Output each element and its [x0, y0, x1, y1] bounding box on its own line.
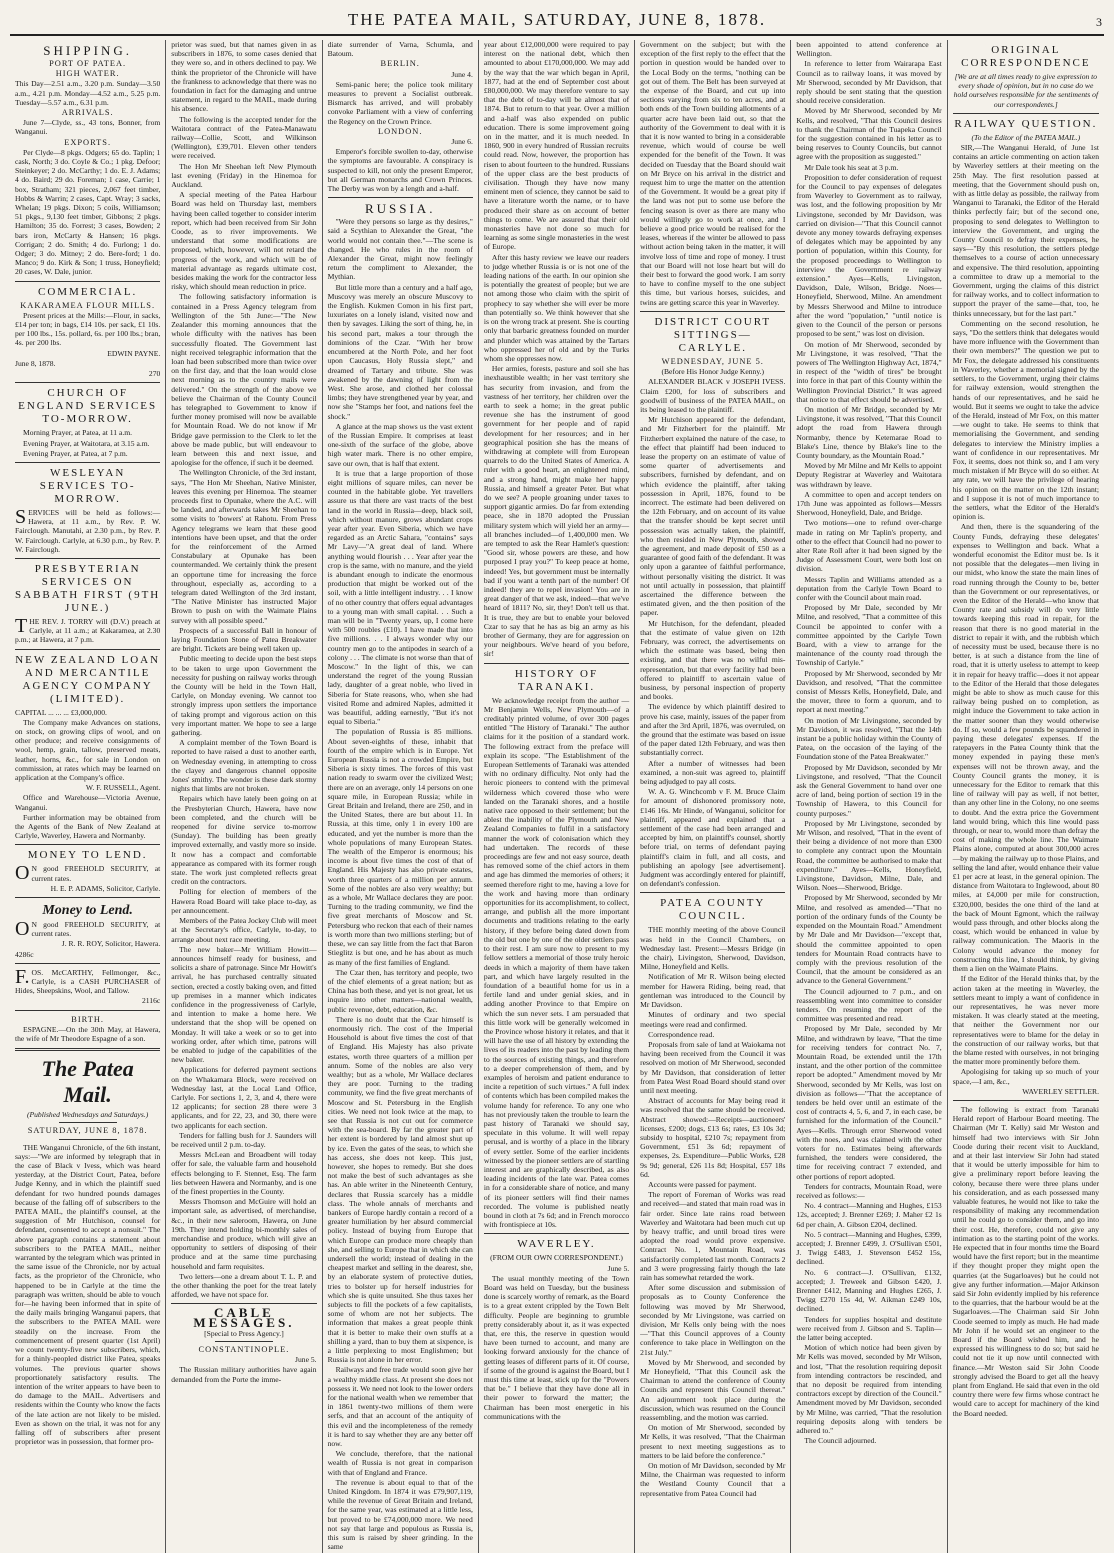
divider	[15, 844, 160, 845]
divider	[15, 558, 160, 559]
divider	[15, 1048, 160, 1051]
article-paragraph: prietor was sued, but that names given in as subscribers in 1876, to some cases denied that they were so, and in others declined to pay. We think the proprietor of the Chronicle will have the frankness to acknowledge that there was no foundation in fact for the damaging and untrue statement, in regard to the MAIL, made during his absence.	[171, 40, 317, 114]
flour-date: June 8, 1878.	[15, 358, 56, 368]
article-paragraph: A special meeting of the Patea Harbour Board was held on Thursday last, members having been called together to consider interim report, which had been received from Sir John Coode, as to river improvements. We understand that some modifications are proposed, which, however, will not retard the progress of the work, and which will be of material advantage as regards ultimate cost, besides making the work for the contractor less risky, which should mean reduction in price.	[171, 190, 317, 292]
article-paragraph: We conclude, therefore, that the national wealth of Russia is not great in comparison with that of England and France.	[327, 1449, 473, 1477]
article-paragraph: But little more than a century and a half ago, Muscovy was merely an obscure Muscovy to the English. Kukmen Comon in his first part, luxuriates on a lonely island, visited now and then by savages. Liking the sort of thing, he, in his second part, makes a tour through the dominions of the Czar. "With her brow encumbered at the North Pole, and her foot upon Caucasus, Holy Russia slept," and dreamed of Tartary and tribute. She was awakened by the dawning of light from the West. She arose, and clothed her colossal limbs; they have strengthened year by year, and now she "Stamps her foot, and nations feel the shock."	[327, 282, 473, 421]
money-signoff: H. E. P. ADAMS, Solicitor, Carlyle.	[50, 883, 161, 893]
article-paragraph: The Wellington Chronicle, of the 3rd instant, says, "The Hon Mr Sheehan, Native Minister, leaves this evening per Hinemoa. The steamer proceeds first to Opunake, where the A.C. will be landed, and afterwards takes Mr Sheehan to some visits to 'bowers' at Rahotu. From Press Agency telegrams we learn that these good intentions have been upset, and that the order for the reinforcement of the Armed Constabulary at Opunake has been countermanded. We certainly think the present an opportune time for increasing the force throughout, especially as, according to a telegram dated Wellington of the 3rd instant, "The Native Minister has instructed Major Brown to push on with the Waimate Plains survey with all possible speed."	[171, 468, 317, 625]
constantinople-heading: CONSTANTINOPLE.	[198, 1345, 290, 1355]
column-2	[166, 40, 322, 1553]
berlin-text: Semi-panic here; the police took military measures to prevent a Socialist outbreak. Bismarck has arrived, and will probably convoke Parliament with a view of conferring the Regency on the Crown Prince.	[327, 79, 473, 126]
london-text: Emperor's forcible swollen to-day, otherwise the symptoms are favourable. A conspiracy is suspected to kill, not only the present Emperor, but all German monarchs and Crown Princes. The Derby was won by a length and a-half.	[327, 147, 473, 194]
letter-paragraph: Commenting on the second resolution, he says, "Do the settlers think that delegates would have more influence with the Government than their own members?" The question we put to Mr Fox, the delegate addressed his constituents in Waverley, whether a memorial signed by the settlers, to the Government, urging their claims for railway extension, would strengthen the hands of our representatives, and he said he would. But it seems we ought to take the advice of the Herald, instead of Mr Fox, on this matter—we ought to take. He seems to think that memorialising the Government, and sending delegates to interview the Ministry implies a want of confidence in our representatives. Mr Fox, it seems, does not think so, and I am very much mistaken if Mr Bryce will do so either. At any rate, we will have the privilege of hearing his opinion on the matter on the 12th instant; and I suppose it is not of much importance to the settlers, what the Editor of the Herald's opinion is.	[952, 318, 1099, 522]
article-paragraph: The population of Russia is 85 millions. About seven-eighths of these, inhabit that fourth of the empire which is in Europe. Yet European Russia is not a crowded Empire, but Siberia is sixty times. The forces of this vast nation ready to swarm over the civilized West; there are on an average, only 14 persons on one square mile, in European Russia; while in Great Britain and Ireland, there are 250, and in the United States, there are but about 11. In Russia, at this time, only 1 in every 100 are educated, and yet the number is more than the whole populations of many European States. The wealth of the Emperor is enormous; his income is about five times the cost of that of England. His Majesty has also private estates, worth three quarters of a million per annum. Some of the nobles are also very wealthy; but as a whole, Mr Wallace declares they are poor. Turning to the trading community, we find the five great merchants of Moscow and St. Petersburg who reckon that each of their names is worth more than two millions sterling; but of these, we can say little from the fact that Baron Stieglitz is but one, and he has about as much as many of the first families of England.	[327, 727, 473, 967]
waverley-subheading: (FROM OUR OWN CORRESPONDENT.)	[490, 1253, 623, 1263]
high-water-text: This Day—2.51 a.m., 3.20 p.m. Sunday—3.50 a.m., 4.21 p.m. Monday—4.52 a.m., 5.25 p.m. Tuesday—5.57 a.m., 6.31 p.m.	[15, 79, 161, 107]
divider	[953, 113, 1099, 114]
article-paragraph: Messrs Thomson and McGuire will hold an important sale, as advertised, of merchandise, &c., in their new saleroom, Hawera, on June 19th. They intend holding bi-monthly sales of merchandise and produce, which will give an opportunity to settlers of disposing of their produce and at the same time purchasing household and farm requisites.	[171, 1197, 317, 1271]
article-paragraph: Moved by Mr Sherwood, seconded by Mr Kells, and resolved, "That this Council desires to thank the Chairman of the Tuapeka Council for the suggestion contained in his letter as to being reserves to County Councils, but cannot agree with the proposition as suggested."	[796, 106, 942, 162]
birth-heading: BIRTH.	[71, 1014, 104, 1024]
article-paragraph: No. 5 contract—Manning and Hughes, £399, accepted; J. Brenner £499, J. O'Sullivan £501, J. Twigg £483, J. Stevenson £452 15s, declined.	[796, 1229, 942, 1267]
column-5	[635, 40, 791, 1553]
arrivals-text: June 7—Clyde, ss., 43 tons, Bonner, from Wanganui.	[15, 118, 161, 137]
commercial-heading: COMMERCIAL.	[37, 285, 138, 298]
article-paragraph: "Were they persons so large as thy desires," said a Scythian to Alexander the Great, "the world would not contain thee."—The scene is changed. He who rules in the room of Alexander the Great, might now feelingly return the compliment to Alexander, the Mythian.	[327, 217, 473, 282]
wesleyan-heading: WESLEYAN SERVICES TO-MORROW.	[39, 466, 136, 505]
exports-text: Per Clyde—8 pkgs. Odgers; 65 do. Taplin; 1 cask, North; 3 do. Coyle & Co.; 1 pkg. Defoor; Steinkeyer; 2 do. McCarthy; 1 do. E. J. Adams; 4 do. Baird; 29 do. Foreman; 1 case, Carrie; 1 box, Stratham; 321 pieces, 2,067 feet timber, Hobbs & Warrin; 2 cases, Capt. Wray; 3 sacks, Whelan; 19 pkgs. Dixon; 5 coils, Williamson; 51 pkgs., 9,130 feet timber, Gibbons; 2 pkgs. Hamilton; 35 do. Forrest; 3 cases, Bowden; 2 bars iron, McCarty & Hansen; 16 pkgs. Corrigan; 2 do. Smith; 4 do. Furlong; 1 do. Odger; 3 do. Mitney; 2 do. Bere-ford; 1 do. Manco; 9 do. Kirk & Son; 1 truss, Honeyfield; 20 cases, W. Dale, junior.	[15, 147, 161, 277]
railway-question-heading: RAILWAY QUESTION.	[954, 117, 1098, 130]
nz-loan-text: The Company make Advances on stations, on stock, on growing clips of wool, and on other produce; and receive consignments of wool, hemp, grain, tallow, preserved meats, leather, horns, &c., for sale in London on commission, at rates which may be learned on application at the Company's office.	[15, 717, 161, 782]
article-paragraph: The report of Foreman of Works was read and received—and stated that main road was in fair order. Since late rains road between Waverley and Waitotara had been much cut up by heavy traffic, and until broad tires were adopted the road would prove expensive. Contract No. 1, Mountain Road, was satisfactorily completed last month. Contracts 2 and 3 were progressing fairly though the late rain has somewhat retarded the work.	[640, 1190, 786, 1282]
article-paragraph: After this hasty review we leave our readers to judge whether Russia is or is not one of the leading nations of the earth. In our opinion she is potentially the greatest of people; but we are not among those who claim with the spirit of prophecy to say whether she will ever be more than potentially so. We think however that she is on the wrong track at present. She is courting only that barbaric greatness founded on murder and plunder which was attained by the Tartars who oppressed her of old and by the Turks whom she oppresses now.	[483, 252, 630, 363]
letter-paragraph: And then, there is the squandering of the County Funds, defraying these delegates' expenses to Wellington and back. What a wonderful economist the Editor must be. Is it not possible that the delegates—men living in our midst, who know the state the main lines of road running through the County to be, better than the Government or our representatives, or even the Editor of the Herald—who know that County rate and subsidy will do very little towards keeping this road in repair, for the reason that there is no good material in the district to repair it with, and the rubbish which of necessity must be used, because there is no better, is at such a distance from the line of road, that it is utterly useless to attempt to keep it in repair for heavy traffic—does it not appear to the Editor of the Herald that those delegates might be able to show as much cause for this railway being pushed on to completion, as might induce the Government to take action in the matter sooner than they would otherwise do. If so, would a few pounds be squandered in paying these delegates' expenses. If the ratepayers in the Patea County think that the money expended in paying these men's expenses will not be thrown away, and the County Council grants the money, it is unnecessary for the Editor to remark that this line of railway will pay as well, if not better, than any other line in the Colony, no one seems to doubt. And the extra price the Government land would bring, which this line would pass through, or near to, would more than defray the cost of making the whole line. The Waimate Plains alone, computed at about 300,000 acres—by making the railway up to those Plains, and selling the land after, would enhance their value £1 per acre at least, in the general opinion. The distance from Waitotara to Inglewood, about 80 miles, at £4,000 per mile for construction, £320,000, besides the one third of the land at the back of Mount Egmont, which the railway would pass through, and other blocks along the coast, which would be enhanced in value by railway communication. The Maoris in the Colony would advance the money for constructing this line, I should think, by giving them a lien on the Waimate Plains.	[952, 522, 1099, 974]
letter-signoff: WAVERLEY SETTLER.	[1022, 1086, 1099, 1096]
article-paragraph: After some discussion and submission of proposals as to County Conference the following was moved by Mr Sherwood, seconded by Mr Livingstone, was carried on division, Mr Kells only being with the noes—"That this Council approves of a County conference to take place in Wellington on the 21st July."	[640, 1283, 786, 1357]
presbyterian-heading: PRESBYTERIAN SERVICES ON SABBATH FIRST (9TH JUNE.)	[15, 562, 161, 614]
russia-heading: RUSSIA.	[364, 201, 436, 217]
divider	[15, 649, 160, 650]
money-text: ON good FREEHOLD SECURITY, at current rates.	[15, 862, 161, 885]
article-paragraph: The following satisfactory information is contained in a Press Agency telegram from Wellington of the 5th June:—"The New Zealander this morning announces that the whole difficulty with the natives has been successfully floated. The Government last night received telegraphic information that the loan had been subscribed more than twice over on the first day, and that the loan would close next morning as to the country mails were delivered." On the strength of the above we believe the Chairman of the County Council has telegraphed to Government to know if further money promised will now be available for Mountain Road. We do not know if Mr Bridge gave permission to the Clerk to let the above be made public, but will endeavour to learn between this and next issue, and apologise for the offence, if such it be deemed.	[171, 292, 317, 468]
money-2-ref: 4286c	[15, 949, 34, 959]
nz-loan-signoff: W. F. RUSSELL, Agent.	[85, 783, 161, 793]
money-2-text: ON good FREEHOLD SECURITY, at current rates.	[15, 917, 161, 940]
paper-subtitle: (Published Wednesdays and Saturdays.)	[26, 1110, 149, 1120]
divider	[15, 963, 160, 964]
article-paragraph: The Council adjourned to 7 p.m., and on reassembling went into committee to consider tenders. On resuming the report of the committee was presented and read.	[796, 986, 942, 1024]
divider	[15, 897, 160, 898]
church-text: Morning Prayer, at Patea, at 11 a.m.	[23, 428, 133, 438]
article-paragraph: The Czar then, has territory and people, two of the chief elements of a great nation; but as China has both these, and yet is not great, let us inquire into other matters—national wealth, public revenue, debt, education, &c.	[327, 967, 473, 1014]
cable-messages-heading: CABLE MESSAGES.	[193, 1305, 295, 1330]
article-paragraph: A complaint member of the Town Board is reported to have raised a dust to another earth, on Wednesday evening, in attempting to cross the clayey and dangerous channel opposite Jones' smithy. The wonder is these dark stormy nights that limbs are not broken.	[171, 738, 317, 794]
article-paragraph: Two letters—one a dream about T. L. P. and the other thanking the poet for the treat lately afforded, we have not space for.	[171, 1271, 317, 1300]
divider	[484, 663, 629, 664]
berlin-heading: BERLIN.	[380, 59, 420, 69]
article-paragraph: The evidence by which plaintiff desired to prove his case, mainly, issues of the paper from and after the 3rd April, 1876, was overruled, on the ground that the estimate was based on issue of the paper dated 12th February, and was then substantially correct.	[640, 702, 786, 758]
money-2-heading: Money to Lend.	[42, 902, 133, 918]
article-paragraph: Tenders for supplies hospital and destitute were received from J. Gibson and S. Taplin—the latter being accepted.	[796, 1314, 942, 1343]
article-paragraph: Proposed by Mr Dale, seconded by Mr Milne, and resolved, "That a committee of this Council be appointed to confer with a committee appointed by the Carlyle Town Board, with a view to arrange for the maintenance of the county road through the Township of Carlyle."	[796, 603, 942, 668]
presbyterian-text: THE REV. J. TORRY will (D.V.) preach at Carlyle, at 11 a.m.; at Kakaramea, at 2.30 p.m.; at Hawera, at 7 p.m.	[15, 614, 161, 645]
constantinople-text: The Russian military authorities have again demanded from the Porte the imme-	[171, 1365, 317, 1384]
article-paragraph: Applications for deferred payment sections on the Whakamara Block, were received on Wednesday last, at the Local Land Office, Carlyle. For sections 1, 2, 3, and 4, there were 12 applicants; for section 28 there were 3 applicants, and for 22, 23, and 30, there were two applicants for each section.	[171, 1065, 317, 1130]
column-1	[10, 40, 166, 1553]
article-paragraph: Tenders for falling bush for J. Saunders will be received until 2 p.m. to-day.	[171, 1130, 317, 1149]
county-council-heading: PATEA COUNTY COUNCIL.	[660, 897, 766, 923]
article-paragraph: After a number of witnesses had been examined, a non-suit was agreed to, plaintiff being adjudged to pay all costs.	[640, 758, 786, 787]
article-paragraph: A committee to open and accept tenders on 17th June was appointed as follows—Messrs Sherwood, Honeyfield, Dale, and Bridge.	[796, 489, 942, 518]
article-paragraph: Proposed by Mr Sherwood, seconded by Mr Milne, and resolved as amended—"That no portion of the ordinary funds of the County be expended on the Mountain Road." Amendment by Mr Dale and Mr Davidson—"except that, should the committee appointed to open tenders for Mountain Road contracts have to comply with the previous resolution of the Council, that the amount be considered as an advance to the General Government."	[796, 893, 942, 986]
divider	[640, 311, 785, 312]
article-paragraph: A glance at the map shows us the vast extent of the Russian Empire. It comprises at least one-sixth of the surface of the globe, above high water mark. There is no other empire, save our own, that is half that extent.	[327, 421, 473, 468]
article-paragraph: been appointed to attend conference at Wellington.	[796, 40, 942, 59]
leader-article: THE Wanganui Chronicle, of the 6th instant, says:—"We are informed by telegraph that in the case of Black v Ivess, which was heard yesterday, at the District Court, Patea, before Judge Kenny, and in which the plaintiff sued defendant for two hundred pounds damages because of the falling off of subscribers to the PATEA MAIL, the plaintiff's counsel, at the suggestion of Mr Hutchison, counsel for defendant, consented to accept a nonsuit." The above paragraph contains a statement about subscribers to the PATEA MAIL, neither warranted by the telegram which was printed in the same issue of the Chronicle, nor by actual facts, as the proprietor of the Chronicle, who happened to be in Carlyle at the time the paragraph was written, should be able to vouch for—he having been informed that in spite of the daily mails bringing Wanganui papers, that the subscribers to the PATEA MAIL were steadily on the increase. From the commencement of present quarter (1st April) we count twenty-five new subscribers, which, for a thinly-peopled district like Patea, speaks volumes. The previous quarter shows proportionately satisfactory results. The intention of the writer appears to have been to do damage to the MAIL. Advertisers and residents within the County who know the facts of the late action are not likely to be misled. Even as shown on the trial, it was not for any falling off of subscribers after present proprietor was in possession, that former pro-	[15, 1142, 161, 1447]
nz-loan-heading: NEW ZEALAND LOAN AND MERCANTILE AGENCY COMPANY (LIMITED).	[15, 653, 161, 705]
article-paragraph: Government on the subject; but with the exception of the first reply to the effect that the portion in question would be handed over to the Local Body on the terms, "nothing can be got out of them. The Belt has been surveyed at the expense of the Board, and cut up into sections varying from six to ten acres, and at both ends of the Town building allotments of a quarter acre have been laid out, so that the authority of the Government to deal with it is that it is now wanted to bring in a considerable revenue, which would of course be well expended for the benefit of the Town. It was decided on Tuesday that the Board should wait on Mr Bryce on his arrival in the district and request him to urge the matter on the attention of the Government. It would be a great pity if the land was not put to some use before the fencing season is over as there are many who would willingly go to work at once, and I believe a good price would be realised for the leases, whereas if the winter be allowed to pass without action being taken in the matter, it will involve loss of time and rope of money. I trust that our Board will not lose heart but will do their best to forward the good work. I am sorry to have to confine myself to the one subject this time, but various horses, suicides, and twins are getting scarce this year in Waverley.	[640, 40, 786, 307]
taranaki-heading: HISTORY OF TARANAKI.	[514, 667, 599, 693]
church-text: Evening Prayer, at Waitotara, at 3.15 a.m.	[23, 438, 150, 448]
article-paragraph: Minutes of ordinary and two special meetings were read and confirmed.	[640, 1010, 786, 1029]
article-paragraph: W. A. G. Winchcomb v F. M. Bruce Claim for amount of dishonored promissory note, £146 16s. Mr Hinde, of Wanganui, solicitor for plaintiff, appeared and explained that a settlement of the case had been arranged and accepted by him, on plaintiff's counsel, shortly before trial, on terms of defendant paying plaintiff's claim in full, and all costs, and publishing an apology [see advertisement]. Judgment was accordingly entered for plaintiff, on defendant's confession.	[640, 787, 786, 889]
railway-question-subheading: (To the Editor of the PATEA MAIL.)	[971, 132, 1081, 142]
constantinople-date: June 5.	[295, 1355, 317, 1365]
waverley-heading: WAVERLEY.	[517, 1238, 596, 1251]
article-paragraph: The new baker—Mr William Howitt—announces himself ready for business, and solicits a share of patronage. Since Mr Howitt's arrival, he has purchased centrally situated section, erected a costly baking oven, and fitted up premises in a manner which indicates confidence in the progressiveness of Carlyle, and intention to make a home here. We understand that the shop will be opened on Monday. It will take a week or so to get into working order, after which time, patrons will be enabled to judge of the capabilities of the new baker.	[171, 944, 317, 1065]
church-heading: CHURCH OF ENGLAND SERVICES TO-MORROW.	[18, 387, 158, 426]
article-paragraph: It is true that a large proportion of those eight millions of square miles, can never be counted in the habitable globe. Yet travellers assure us that there are vast tracts of the best land in the world in Russia—deep, black soil, which without manure, grows abundant crops year after year. Even Siberia, which we have regarded as an Arctic Sahara, "contains" says Mr Lavy—"A great deal of land. Where anything would flourish . . . Year after year the crop is the same, with no manure, and the yield is abundant enough to indicate the enormous production that might be worked out of the soil, with a little intelligent industry. . . I know of no other country that offers equal advantages to a young man with small capital. . . Such a man will be in "Twenty years, up, I come here with 500 roubles (£10). I have made that into five millions. . . I always wonder why our country men go to the antipodes in search of a colony . . . The climate is not worse than that of Moscow." In the light of this, we can understand the regret of the young Russian lady, daughter of a great noble, who lived in Siberia for State reasons, who, when she had visited Rome and admired Naples, admitted it was beautiful, adding earnestly, "But it's not equal to Siberia."	[327, 468, 473, 727]
article-paragraph: Moved by Mr Milne and Mr Kells to appoint Deputy Registrar at Waverley and Waitotara was withdrawn by leave.	[796, 461, 942, 489]
divider	[59, 1139, 117, 1140]
article-paragraph: Abstract of accounts for May being read it was resolved that the same should be received. Abstract showed:—Receipts—auctioneers' licenses, £200; dogs, £13 6s; rates, £3 10s 3d; subsidy to hospital, £210 7s; repayment from Government, £51 3s 6d; repayment of expenses, 2s. Expenditure—Public Works, £28 9s 9d; general, £26 11s 8d; Hospital, £57 18s 6d.	[640, 1096, 786, 1179]
column-3	[323, 40, 479, 1553]
article-paragraph: Proposals from sale of land at Waiokama not having been received from the Council it was resolved on motion of Mr Sherwood, seconded by Mr Davidson, that consideration of letter from Patea West Road Board should stand over until next meeting.	[640, 1039, 786, 1095]
london-date: June 6.	[451, 137, 473, 147]
article-paragraph: Railways and free trade would soon give her a wealthy middle class. At present she does not possess it. We need not look to the lower orders for the national wealth when we remember that in 1861 twenty-two millions of them were serfs, and that an account of the antiquity of this evil and the incompleteness of the remedy it is hard to say whether they are any better off now.	[327, 1365, 473, 1449]
article-paragraph: No. 4 contract—Manning and Hughes, £153 12s, accepted; J. Brenner £269; J. Maher £2 1s 6d per chain, A. Gibson £204, declined.	[796, 1201, 942, 1229]
article-paragraph: The following is extract from Taranaki Herald report of Harbour Board meeting. The Chairman (Mr T. Kelly) said Mr Weston and himself had two interviews with Sir John Coode during their recent visit to Auckland, and at their last interview Sir John had stated that it would be utterly impossible for him to give a preliminary report before leaving the colony, because there were three plans under his consideration, and as each possessed many valuable features, he would not like to take the responsibility of making any recommendation until he could go to consider them, and go into their cost. He, therefore, could not give any intimation as to the starting point of the works. He expected that in four months time the Board would have the first report; but in the meantime if they thought proper they might open the quarries (at the Sugarloaves) but he could not give any further information.—Major Atkinson said Sir John evidently implied by his reference to the quarries, that the harbour would be at the Sugarloaves.—The Chairman said Sir John Coode seemed to imply as much. He had made Mr John if he would set an engineer to the Board if the Board wished him, and he expressed his willingness to do so; but said he could not tie it up now until connected with finance.—Mr Weston said Sir John Coode strongly advised the Board to get all the heavy plant from England. He said that even in the old country there were few firms whose contract he would care to accept for machinery of the kind the Board needed.	[952, 1104, 1099, 1418]
page-number: 3	[1096, 15, 1102, 29]
article-paragraph: On motion of Mr Sherwood, seconded by Mr Kells, it was resolved, "That the Chairman present to next meeting suggestions as to matters to be laid before the conference."	[640, 1423, 786, 1460]
high-water-heading: HIGH WATER.	[55, 69, 120, 79]
article-paragraph: The Council adjourned.	[804, 1436, 877, 1446]
district-court-heading: DISTRICT COURT SITTINGS— CARLYLE.	[654, 315, 772, 354]
divider	[15, 382, 160, 383]
flour-signoff: EDWIN PAYNE.	[107, 348, 161, 358]
arrivals-heading: ARRIVALS.	[61, 108, 114, 118]
article-paragraph: Proposed by Mr Sherwood, seconded by Mr Davidson, and resolved, "That the committee consist of Messrs Kells, Honeyfield, Dale, and the mover, three to form a quorum, and to report at next meeting."	[796, 668, 942, 715]
correspondence-note: [We are at all times ready to give expression to every shade of opinion, but in no case do we hold ourselves responsible for the sentiments of our correspondents.]	[953, 72, 1099, 109]
article-paragraph: Proposed by Mr Livingstone, seconded by Mr Wilson, and resolved, "That in the event of their being a dividence of not more than £300 to complete any contract upon the Mountain Road, the committee be authorised to make that expenditure." Ayes—Kells, Honeyfield, Livingstone, Davidson, Milne, Dale, and Wilson. Noes—Sherwood, Bridge.	[796, 818, 942, 893]
article-paragraph: Mr Dale took his seat at 3 p.m.	[804, 162, 899, 172]
article-paragraph: The usual monthly meeting of the Town Board was held on Tuesday, but the business done is scarcely worthy of remark, as the Board is to a great extent crippled by the Town Belt difficulty. People are beginning to grumble pretty considerably about it, as it was expected that, ere this, the reserve in question would have been turned to account, and many are looking forward anxiously for the chance of getting leases of different parts of it. Of course, if some of the ground is against the Board, but I must this time at least, stick up for the "Powers that be." I believe that they have done all in their power to forward the matter; the Chairman has been most energetic in his communications with the	[483, 1273, 630, 1421]
district-court-date: WEDNESDAY, JUNE 5.	[661, 356, 764, 366]
waverley-date: June 5.	[607, 1263, 630, 1273]
birth-text: ESPAGNE.—On the 30th May, at Hawera, the wife of Mr Theodore Espagne of a son.	[15, 1024, 161, 1044]
divider	[215, 1341, 273, 1342]
divider	[15, 1010, 160, 1011]
mccarthy-text: F.OS. McCARTHY, Fellmonger, &c., Carlyle, is a CASH PURCHASER of Hides, Sheepskins, Wool, and Tallow.	[15, 965, 161, 996]
divider	[640, 892, 785, 893]
article-paragraph: year about £12,000,000 were required to pay interest on the national debt, which then amounted to about £170,000,000. We may add by the way that the war which began in April, 1877, had at the end of September cost about £80,000,000. We may therefore venture to say that the debt of to-day will be almost that of 1874. But to return to that year. Over a million and a-half was also expended on public education. There is some improvement going on in the matter, and it is much needed. In 1860, 900 in every hundred of Russian recruits could read. Now, however, the proportion has risen to about fourteen to the hundred. Russians of the upper class are the best products of civilisation. Though they have now many eminent men of science, they cannot be said to have a literature worth the name, or to have produced their share as on account of better things to come. We are assured that their old monasteries have not done so much for learning as some single monasteries in the west of Europe.	[483, 40, 630, 252]
article-paragraph: Correspondence read.	[648, 1029, 715, 1039]
paper-date: SATURDAY, JUNE 8, 1878.	[27, 1126, 148, 1136]
paper-name: The Patea Mail.	[41, 1056, 134, 1108]
divider	[171, 1303, 316, 1304]
divider	[59, 1122, 117, 1123]
wesleyan-text: SERVICES will be held as follows:— Hawera, at 11 a.m., by Rev. P. W. Fairclough. Manutahi, at 2.30 p.m., by Rev. P. W. Fairclough. Carlyle, at 6.30 p.m., by Rev. P. W. Fairclough.	[15, 505, 161, 554]
divider	[15, 281, 160, 282]
letter-paragraph: If the Editor of the Herald thinks that, by the action taken at the meeting in Waverley, the settlers meant to imply a want of confidence in our representatives, he was never more mistaken. It was clearly stated at the meeting, that neither the Government nor our representatives were to blame for the delay in the construction of our railway works, but that the blame rested with ourselves, in not bringing the matter more prominently before them.	[952, 974, 1099, 1067]
nz-loan-capital: CAPITAL ... ... ... £3,000,000.	[15, 707, 107, 717]
masthead	[10, 0, 1104, 36]
district-court-judge: (Before His Honor Judge Kenny.)	[661, 367, 765, 377]
article-paragraph: Mr Hutchison, for the defendant, pleaded that the estimate of value given on 12th February, was correct, the advertisements on which the estimate was based, being then existing, and that there was no wilful mis-representation, but that every facility had been offered to plaintiff to ascertain value of business, by personal inspection of property and books.	[640, 618, 786, 702]
article-paragraph: Repairs which have lately been going on at the Presbyterian Church, Hawera, have now been completed, and the church will be reopened for divine service to-morrow (Sunday). The building has been greatly improved externally, and vastly more so inside. It now has a compact and comfortable appearance as compared with its former rough state. The work just completed reflects great credit on the contractors.	[171, 794, 317, 887]
newspaper-masthead-title: THE PATEA MAIL, SATURDAY, JUNE 8, 1878.	[347, 10, 767, 29]
column-4	[479, 40, 635, 1553]
article-paragraph: ALEXANDER BLACK v JOSEPH IVESS. Claim £200, for loss of subscribers and goodwill of business of the PATEA MAIL, on its being leased to the plaintiff.	[640, 377, 786, 414]
article-paragraph: Members of the Patea Jockey Club will meet at the Secretary's office, Carlyle, to-day, to arrange about next race meeting.	[171, 916, 317, 944]
article-paragraph: On motion of Mr Livingstone, seconded by Mr Davidson, it was resolved, "That the 14th instant be a public holiday within the County of Patea, on the occasion of the laying of the Foundation stone of the Patea Breakwater."	[796, 715, 942, 762]
nz-loan-office: Office and Warehouse—Victoria Avenue, Wanganui.	[15, 793, 161, 812]
divider	[15, 462, 160, 463]
flour-ref: 270	[148, 369, 161, 379]
article-paragraph: Her armies, forests, pasture and soil she has inexhaustible wealth; in her vast territory she has security from invasion, and from the vastness of her territory, her children over the earth to seek a home; in the great public revenue she has the instrument of good government for her people and of rapid development for her resources; and in her geographical position she has the means of withdrawing at complete will from European quarrels to do the United States of America. A ruler with a good heart, an enlightened mind, and a strong hand, might make her happy Russia, and himself a greater Peter. But what do we see? A people groaning under taxes to support gigantic armies. Do far from extending peace, she in 1870 adopted the Prussian military system which will yield her an army—all branches included—of 1,400,000 men. We are tempted to ask the Rear Hamlet's question: "Good sir, whose powers are these, and how purposed I pray you?" To keep peace at home, indeed! Yes, but government must be internally bad if you want a tenth part of the number! Of indeed! they are to repel invasion! You are in great danger of that we ask, indeed—that we've heard of 1811? No, sir, they! Don't tell us that. It is true, they are but to enable your beloved Czar to say that he has as big an army as his brother of Germany, they are for aggression on your neighbours. We've heard of you before, sir!	[483, 364, 630, 659]
flour-text: Present prices at the Mills:—Flour, in sacks, £14 per ton; in bags, £14 10s. per sack, £1 10s. per 100 lbs., 15s. pollard, 6s. per 100 lbs.; bran, 4s. per 200 lbs.	[15, 310, 161, 348]
article-paragraph: Prospects of a successful Ball in honour of laying Foundation Stone of Patea Breakwater are bright. Tickets are being well taken up.	[171, 625, 317, 654]
article-paragraph: Accounts were passed for payment.	[648, 1179, 757, 1189]
article-paragraph: On motion of Mr Davidson, seconded by Mr Milne, the Chairman was requested to inform the Westland County Council that a representative from Patea Council had	[640, 1461, 786, 1498]
london-heading: LONDON.	[377, 126, 423, 136]
church-text: Evening Prayer, at Patea, at 7 p.m.	[23, 448, 128, 458]
article-paragraph: diate surrender of Varna, Schumla, and Batoum.	[327, 40, 473, 59]
divider	[328, 197, 473, 198]
article-paragraph: No. 6 contract—J. O'Sullivan, £132, accepted; J. Treweek and Gibson £420, J. Brenner £412, Manning and Hughes £265, J. Twigg £270 15s 4d, W. Aikman £249 10s, declined.	[796, 1267, 942, 1314]
article-paragraph: Polling for election of members of the Hawera Road Board will take place to-day, as per announcement.	[171, 887, 317, 915]
flour-heading: KAKARAMEA FLOUR MILLS.	[20, 300, 156, 310]
exports-heading: EXPORTS.	[64, 137, 112, 147]
article-paragraph: Messrs Taplin and Williams attended as a deputation from the Carlyle Town Board to confer with the Council about main road.	[796, 574, 942, 602]
berlin-date: June 4.	[451, 69, 473, 79]
letter-paragraph: Apologising for taking up so much of your space,—I am, &c.,	[952, 1067, 1099, 1086]
article-paragraph: THE monthly meeting of the above Council was held in the Council Chambers, on Wednesday last. Present:—Messrs Bridge (in the chair), Livingston, Sherwood, Davidson, Milne, Honeyfield and Kells.	[640, 925, 786, 972]
article-paragraph: Moved by Mr Sherwood, and seconded by Mr Honeyfield, "That this Council ask the Chairman to attend the conference of County Councils and represent this Council thereat." An adjournment took place during the discussion, which was resumed on the Council reassembling, and the motion was carried.	[640, 1357, 786, 1423]
article-paragraph: Proposed by Mr Dale, seconded by Mr Milne, and withdrawn by leave, "That the time for receiving tenders for contract No. 7, Mountain Road, be extended until the 17th instant, and the other portion of the committee report be adopted." Amendment moved by Mr Sherwood, seconded by Mr Kells, was lost on division as follows—"That the acceptance of tenders be held over until an estimate of the cost of contracts 4, 5, 6, and 7, in each case, be furnished for the information of the Council." Ayes—Kells. Through error Sherwood voted with the noes, and was claimed with the other voters for no. Estimates being afterwards furnished, the tenders were considered, the time for receiving contract 7 extended, and other portions of report adopted.	[796, 1024, 942, 1181]
article-paragraph: On motion of Mr Sherwood, seconded by Mr Livingstone, it was resolved, "That the powers of The Wellington Highway Act, 1874," in respect of the "width of tires" be brought into force in that part of this County within the Wellington Provincial District." It was agreed that notice to that effect should be advertised.	[796, 339, 942, 404]
money-2-signoff: J. R. R. ROY, Solicitor, Hawera.	[61, 939, 161, 949]
column-7	[948, 40, 1104, 1553]
article-paragraph: Public meeting to decide upon the best steps to be taken to urge upon Government the necessity for pushing on railway works through the County will be held in the Town Hall, Carlyle, on Monday evening. We cannot too strongly impress upon settlers the importance of taking prompt and vigorous action on this very important matter. We hope to see a large gathering.	[171, 654, 317, 738]
nz-loan-text-2: Further information may be obtained from the Agents of the Bank of New Zealand at Carlyle, Waverley, Hawera and Normanby.	[15, 812, 161, 841]
article-paragraph: In reference to letter from Wairarapa East Council as to railway loans, it was moved by Mr Sherwood, seconded by Mr Davidson, that reply should be sent stating that the question should receive consideration.	[796, 59, 942, 106]
mccarthy-ref: 2116c	[142, 996, 161, 1006]
port-heading: PORT OF PATEA.	[49, 59, 127, 68]
article-paragraph: The revenue is about equal to that of the United Kingdom. In 1874 it was £79,907,119, while the revenue of Great Britain and Ireland, for the same year, was estimated at a little less, but proved to be £74,000,000 more. We need not say that large and populous as Russia is, this sum is raised by sheer grinding. In the same	[327, 1477, 473, 1552]
money-heading: MONEY TO LEND.	[27, 849, 148, 862]
article-paragraph: The Hon Mr Sheehan left New Plymouth last evening (Friday) in the Hinemoa for Auckland.	[171, 161, 317, 190]
article-paragraph: We acknowledge receipt from the author —Mr Benjamin Wells, New Plymouth—of a creditably printed volume, of over 300 pages entitled "The History of Taranaki." The author claims for it the position of a standard work. The following extract from the preface will explain its scope. "The Establishment of the European Settlements of Taranaki was attended with no ordinary difficulty. Not only had the heroic pioneers to contend with the primeval wilderness which covered those who were landed on the Taranaki shores, and a hostile native race opposed to their settlement; but the ablest the inability of the Plymouth and New Zealand Companies to fulfil in a satisfactory manner the work of colonisation which they had undertaken. The records of these proceedings are few and not easy source, death has removed some of the chief actors in them and age has dimmed the memories of others; it seemed therefore right to me, having a love for the work and having more than ordinary opportunities for its accomplishment, to collect, arrange, and publish all the more important documents and traditions relating to the early history, if they before being dated down from the old but one by one of the older settlers pass to their rest. I am sure now to present to my fellow settlers a memorial of those truly heroic deeds in which a majority of them have taken part, and which have largely resulted in the foundation of a beautiful home for us in a fertile land and under genial skies, and in adding another Province to that Empire on which the sun never sets. I am persuaded that this little work will be generally welcomed in the Province whose history it relates, and that it will have the use of all history by extending the lives of its readers into the past by leading them to the sources of existing things, and therefore to a deeper comprehension of them, and by examples of heroism and patient endurance to incite a repetition of such virtues." A full index of contents which has been compiled makes the volume handy for reference. To any one who has not previously taken the trouble to learn the past history of Taranaki we should say, speculate in this volume. It will well repay perusal, and is worthy of a place in the library of every settler. Some of the earlier incidents witnessed by the pioneer settlers are of startling interest and are graphically described, as also leading incidents of the late war. Patea comes in for a considerable share of notice, and many of its pioneer settlers will find their names recorded. The volume is published neatly bound in cloth at 7s 6d; and in French morocco with frontispiece at 10s.	[483, 695, 630, 1230]
article-paragraph: Mr Hutchison appeared for the defendant, and Mr Fitzherbert for the plaintiff. Mr Fitzherbert explained the nature of the case, to the effect that plaintiff had been induced to lease the property on an estimate of value of some quarter of advertisements and subscribers, furnished by defendant, and on which evidence the plaintiff, after taking possession in April, 1876, found to be incorrect. The estimate had been delivered on the 12th February, and on account of its value that the transfer should be kept secret until possession was actually taken, the plaintiff, who then resided in New Plymouth, showed the agreement, and made deposit of £50 as a guarantee of good faith of the defendant. It was only upon a garantee of faithful performance, without personally visiting the district. It was not until actually in possession, that plaintiff ascertained the difference between the estimated given, and the then position of the paper.	[640, 415, 786, 618]
correspondence-heading: ORIGINAL CORRESPONDENCE	[961, 44, 1091, 69]
article-paragraph: Notification of Mr R. Wilson being elected member for Hawera Riding, being read, that gentleman was introduced to the Council by Mr Davidson.	[640, 972, 786, 1010]
article-paragraph: Proposition to defer consideration of request for the Council to pay expenses of delegates from Waverley to Government as to railway, was lost, and the following proposition by Mr Livingstone, seconded by Mr Davidson, was carried on division—"That this Council cannot devote any money towards defraying expenses of delegates which may be appointed by any portion of population, within this County, for the proposed proceedings to Wellington to interview the Government re railway extension." Ayes—Kells, Livingston, Davidson, Dale, Wilson, Bridge. Noes—Honeyfield, Sherwood, Milne. An amendment by Messrs Sherwood and Milne to introduce after the word "population," "until notice is given to the Council of the person or persons proposed to be sent," was lost on division.	[796, 172, 942, 339]
newspaper-columns	[10, 40, 1104, 1552]
article-paragraph: The following is the accepted tender for the Waitotara contract of the Patea-Manawatu railway—Collie, Scott, and Wilkinson (Wellington), £39,701. Eleven other tenders were received.	[171, 114, 317, 161]
shipping-heading: SHIPPING.	[43, 43, 133, 58]
letter-paragraph: SIR,—The Wanganui Herald, of June 1st contains an article commenting on action taken by Waverley settlers at their meeting on the 25th May. The first resolution passed at meeting, that the Government should push on, with as little delay as possible, the railway from Wanganui to Taranaki, the Editor of the Herald thinks perfectly fair; but of the second one, proposing to send delegates to Wellington to interview the Government, and urging the County Council to defray their expenses, he says—"By this resolution, the settlers pledge themselves to a course of action unnecessary and expensive. The third resolution, appointing a committee to draw up a memorial to the Government, urging the claims of this district for railway works, and to collect information to support the prayer of the same—that, too, he thinks unnecessary, but for the last part."	[952, 143, 1099, 318]
divider	[953, 1100, 1099, 1101]
cable-subheading: [Special to Press Agency.]	[204, 1328, 284, 1338]
article-paragraph: There is no doubt that the Czar himself is enormously rich. The cost of the Imperial Household is about five times the cost of that of England. His Majesty has also private estates, worth three quarters of a million per annum. Some of the nobles are also very wealthy; but as a whole, Mr Wallace declares they are poor. Turning to the trading community, we find the five great merchants of Moscow and St. Petersburg in the English cities. We need not look twice at the map, to see that Russia is not cut out for commerce with the sea-board. By far the greater part of her extent is bordered by land almost shut up by ice. Even the gates of the seas, to which she has access, she does not keep. This just, however, she hopes to remedy. But she does not make the best of such advantages as she has. An able writer in the Nineteenth Century, declares that Russia scarcely has a middle class. The whole annals of merchants and bankers of Europe hardly contain a record of a greater humiliation by her absurd commercial policy. Instead of buying from Europe that which Europe can produce more cheaply than she, and selling to Europe that in which she can undersell the world; instead of dealing in the cheapest market and selling in the dearest, she, by an elaborate system of protective duties, tries to bolster up for herself industries for which she is quite unsuited. She thus taxes her subjects to fill the pockets of a few capitalists, some of whom are not her subjects. The information that makes a great people think that it is better to make their own stuffs at a shilling a yard, than to buy them at sixpence, is a little perplexing to most Englishmen; but Russia is not alone in her error.	[327, 1014, 473, 1365]
divider	[484, 1233, 629, 1234]
article-paragraph: Proposed by Mr Davidson, seconded by Mr Livingstone, and resolved, "That the Council ask the General Government to hand over one acre of land, being portion of section 19 in the Township of Hawera, to this Council for county purposes."	[796, 762, 942, 818]
article-paragraph: Tenders for contracts, Mountain Road, were received as follows:—	[796, 1181, 942, 1200]
column-6	[791, 40, 947, 1553]
article-paragraph: Messrs McLean and Broadbent will today offer for sale, the valuable farm and household effects belonging to F. Stennet, Esq. The farm lies between Hawera and Normanby, and is one of the finest properties in the County.	[171, 1150, 317, 1196]
article-paragraph: Motion of which notice had been given by Mr Kells was moved, seconded by Mr Wilson, and lost, "That the resolution requiring deposit from intending contractors be rescinded, and that no deposit be required from intending contractors except by direction of the Council." Amendment moved by Mr Davidson, seconded by Mr Milne, was carried, "That the resolution requiring deposits along with tenders be adhered to."	[796, 1343, 942, 1436]
article-paragraph: Two motions—one to refund over-charge made in rating on Mr Taplin's property, and other to the effect that Council had no power to alter Rate Roll after it had been signed by the Judge of Assessment Court, were both lost on division.	[796, 518, 942, 574]
article-paragraph: On motion of Mr Bridge, seconded by Mr Livingstone, it was resolved, "That this Council adopt the road from Hawera through Normanby, thence by Ketemarae Road to Blake's Line, thence by Blake's line to the County boundary, as the Mountain Road."	[796, 404, 942, 460]
